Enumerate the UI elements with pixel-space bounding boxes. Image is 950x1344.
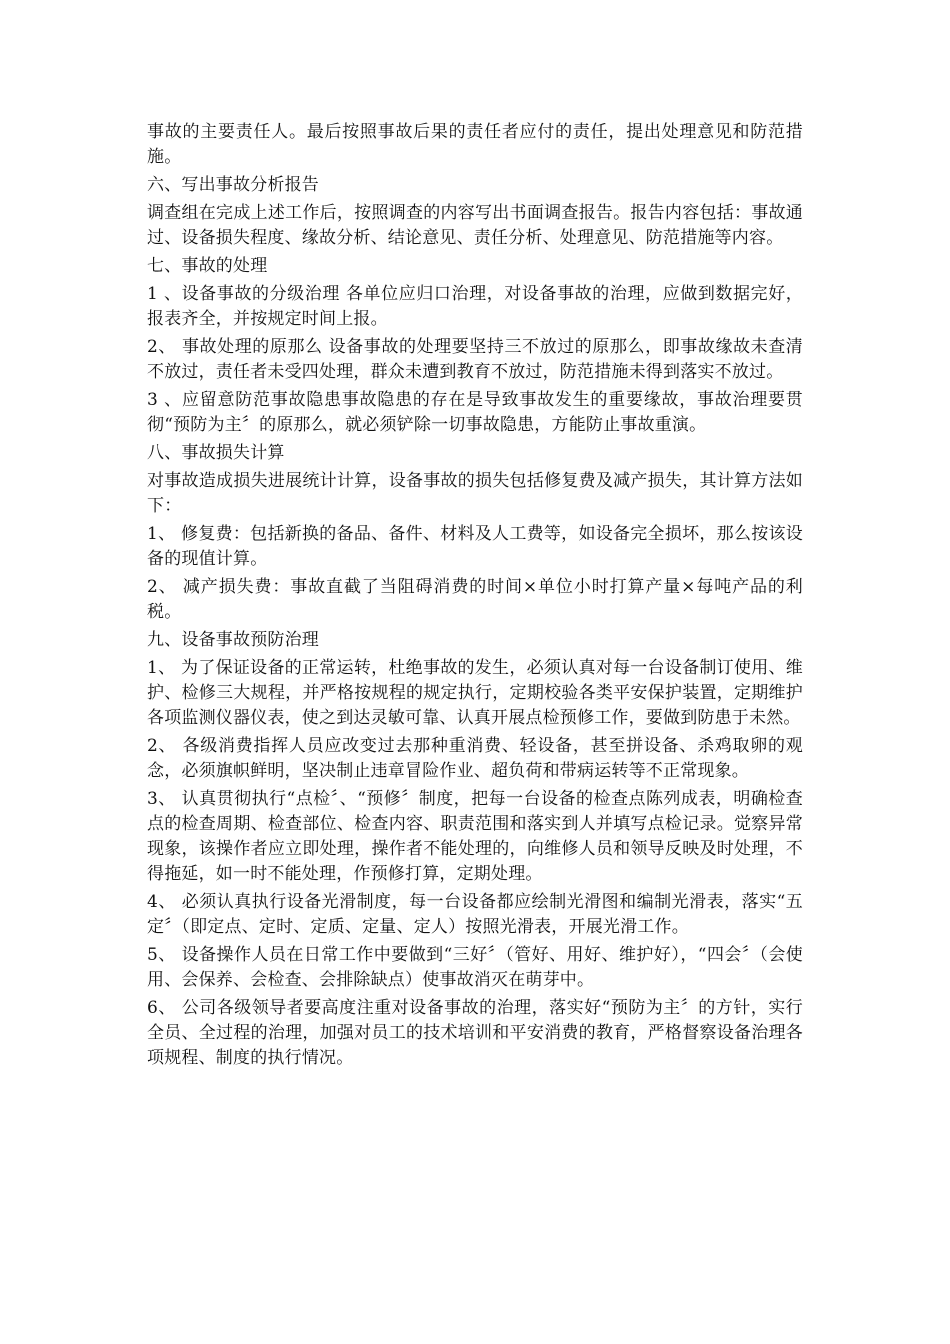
paragraph-loss-2: 2、 减产损失费：事故直截了当阻碍消费的时间×单位小时打算产量×每吨产品的利税。 bbox=[147, 577, 803, 622]
paragraph-loss-1: 1、 修复费：包括新换的备品、备件、材料及人工费等，如设备完全损坏，那么按该设备的现值计算。 bbox=[147, 524, 803, 569]
paragraph-handling-1: 1 、设备事故的分级治理 各单位应归口治理，对设备事故的治理，应做到数据完好，报表齐全，并按规定时间上报。 bbox=[147, 284, 803, 329]
paragraph-handling-2: 2、 事故处理的原那么 设备事故的处理要坚持三不放过的原那么，即事故缘故未查清不放过，责任者未受四处理，群众未遭到教育不放过，防范措施未得到落实不放过。 bbox=[147, 337, 803, 382]
paragraph-prevention-4: 4、 必须认真执行设备光滑制度，每一台设备都应绘制光滑图和编制光滑表，落实“五定〞（即定点、定时、定质、定量、定人）按照光滑表，开展光滑工作。 bbox=[147, 892, 803, 937]
paragraph-handling-3: 3 、应留意防范事故隐患事故隐患的存在是导致事故发生的重要缘故，事故治理要贯彻“预防为主〞的原那么，就必须铲除一切事故隐患，方能防止事故重演。 bbox=[147, 390, 803, 435]
heading-section-6: 六、写出事故分析报告 bbox=[147, 175, 319, 195]
paragraph-report: 调查组在完成上述工作后，按照调查的内容写出书面调查报告。报告内容包括：事故通过、设备损失程度、缘故分析、结论意见、责任分析、处理意见、防范措施等内容。 bbox=[147, 203, 803, 248]
heading-section-9: 九、设备事故预防治理 bbox=[147, 630, 319, 650]
paragraph-prevention-3: 3、 认真贯彻执行“点检〞、“预修〞制度，把每一台设备的检查点陈列成表，明确检查点的检查周期、检查部位、检查内容、职责范围和落实到人并填写点检记录。觉察异常现象，该操作者应立即处理，操作者不能处理的，向维修人员和领导反映及时处理，不得拖延，如一时不能处理，作预修打算，定期处理。 bbox=[147, 789, 803, 884]
paragraph-prevention-1: 1、 为了保证设备的正常运转，杜绝事故的发生，必须认真对每一台设备制订使用、维护、检修三大规程，并严格按规程的规定执行，定期校验各类平安保护装置，定期维护各项监测仪器仪表，使之到达灵敏可靠、认真开展点检预修工作，要做到防患于未然。 bbox=[147, 658, 803, 728]
paragraph-prevention-6: 6、 公司各级领导者要高度注重对设备事故的治理，落实好“预防为主〞的方针，实行全员、全过程的治理，加强对员工的技术培训和平安消费的教育，严格督察设备治理各项规程、制度的执行情况。 bbox=[147, 998, 803, 1068]
paragraph-responsibility-end: 事故的主要责任人。最后按照事故后果的责任者应付的责任，提出处理意见和防范措施。 bbox=[147, 122, 803, 167]
heading-section-8: 八、事故损失计算 bbox=[147, 443, 285, 463]
document-page bbox=[147, 120, 803, 1074]
paragraph-prevention-5: 5、 设备操作人员在日常工作中要做到“三好〞（管好、用好、维护好），“四会〞（会使用、会保养、会检查、会排除缺点）使事故消灭在萌芽中。 bbox=[147, 945, 803, 990]
paragraph-prevention-2: 2、 各级消费指挥人员应改变过去那种重消费、轻设备，甚至拼设备、杀鸡取卵的观念，必须旗帜鲜明，坚决制止违章冒险作业、超负荷和带病运转等不正常现象。 bbox=[147, 736, 803, 781]
paragraph-loss-intro: 对事故造成损失进展统计计算，设备事故的损失包括修复费及减产损失，其计算方法如下： bbox=[147, 471, 803, 516]
heading-section-7: 七、事故的处理 bbox=[147, 256, 268, 276]
